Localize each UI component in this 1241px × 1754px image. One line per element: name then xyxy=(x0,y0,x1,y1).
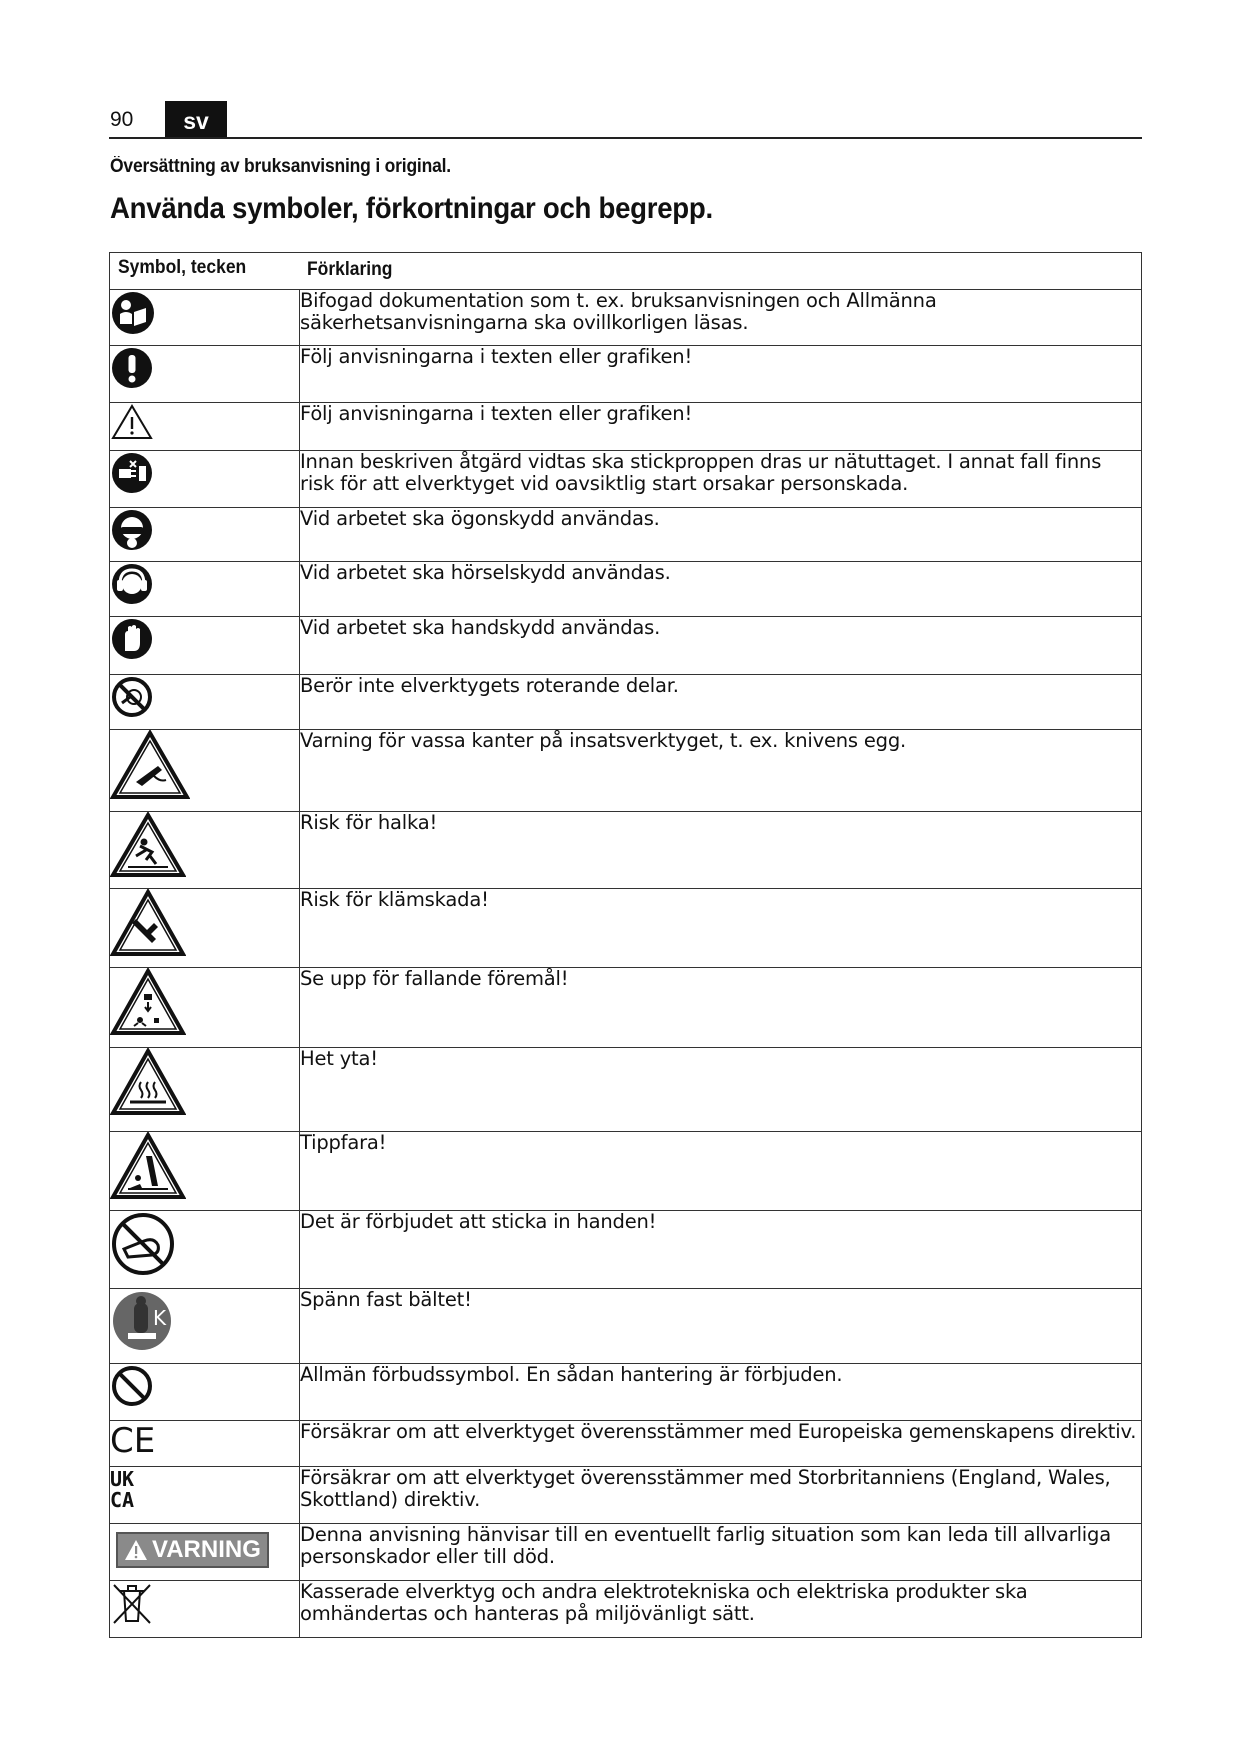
header-rule xyxy=(109,137,1142,139)
weee-bin-icon xyxy=(110,1581,154,1627)
falling-objects-icon xyxy=(110,968,186,1036)
ukca-bottom-glyph: CA xyxy=(110,1488,135,1511)
symbol-table xyxy=(109,252,1142,1638)
warning-triangle-small-icon xyxy=(124,1539,148,1561)
tip-over-icon xyxy=(110,1132,186,1200)
table-header-row xyxy=(110,253,1142,290)
read-manual-icon xyxy=(110,290,156,336)
warning-triangle-icon xyxy=(110,403,154,441)
row-text: Kasserade elverktyg och andra elektrotekniska och elektriska produkter ska omhändertas och hanteras på miljövänligt sätt. xyxy=(300,1581,1142,1638)
row-text: Denna anvisning hänvisar till en eventuellt farlig situation som kan leda till allvarliga personskador eller till död. xyxy=(300,1524,1142,1581)
varning-badge-icon xyxy=(116,1532,269,1568)
row-text: Se upp för fallande föremål! xyxy=(300,968,1142,1048)
ear-protection-icon xyxy=(110,562,154,606)
ce-mark-icon xyxy=(110,1421,158,1457)
section-title: Använda symboler, förkortningar och begrepp. xyxy=(110,192,713,225)
row-text: Följ anvisningarna i texten eller grafiken! xyxy=(300,403,1142,451)
table-row xyxy=(110,617,1142,675)
mandatory-exclamation-icon xyxy=(110,346,154,390)
row-text: Det är förbjudet att sticka in handen! xyxy=(300,1211,1142,1289)
hot-surface-icon xyxy=(110,1048,186,1116)
table-row xyxy=(110,1581,1142,1638)
table-row xyxy=(110,1048,1142,1132)
table-row xyxy=(110,1421,1142,1467)
document-subtitle: Översättning av bruksanvisning i original. xyxy=(110,156,451,177)
table-row xyxy=(110,1524,1142,1581)
no-hand-insert-icon xyxy=(110,1211,176,1277)
row-text: Innan beskriven åtgärd vidtas ska stickproppen dras ur nätuttaget. I annat fall finns risk för att elverktyget vid oavsiktlig start orsakar personskada. xyxy=(300,451,1142,508)
ce-glyph: CE xyxy=(110,1421,156,1457)
row-text: Berör inte elverktygets roterande delar. xyxy=(300,675,1142,730)
slip-hazard-icon xyxy=(110,812,186,878)
sharp-edges-warning-icon xyxy=(110,730,190,800)
table-row xyxy=(110,968,1142,1048)
hand-protection-icon xyxy=(110,617,154,661)
ukca-mark-icon xyxy=(110,1467,150,1511)
table-row xyxy=(110,346,1142,403)
table-row xyxy=(110,730,1142,812)
ukca-top-glyph: UK xyxy=(110,1467,135,1491)
col-symbol-header: Symbol, tecken xyxy=(118,257,247,278)
row-text: Bifogad dokumentation som t. ex. bruksanvisningen och Allmänna säkerhetsanvisningarna ska ovillkorligen läsas. xyxy=(300,290,1142,346)
row-text: Spänn fast bältet! xyxy=(300,1289,1142,1364)
row-text: Vid arbetet ska handskydd användas. xyxy=(300,617,1142,675)
varning-label: VARNING xyxy=(152,1536,261,1563)
row-text: Vid arbetet ska ögonskydd användas. xyxy=(300,508,1142,562)
row-text: Försäkrar om att elverktyget överensstämmer med Storbritanniens (England, Wales, Skottland) direktiv. xyxy=(300,1467,1142,1524)
row-text: Risk för halka! xyxy=(300,812,1142,889)
table-row xyxy=(110,290,1142,346)
table-row xyxy=(110,675,1142,730)
table-row xyxy=(110,562,1142,617)
row-text: Följ anvisningarna i texten eller grafiken! xyxy=(300,346,1142,403)
row-text: Risk för klämskada! xyxy=(300,889,1142,968)
fasten-belt-icon xyxy=(110,1289,174,1353)
row-text: Tippfara! xyxy=(300,1132,1142,1211)
table-row xyxy=(110,508,1142,562)
table-row xyxy=(110,889,1142,968)
language-tag: sv xyxy=(165,101,227,137)
eye-protection-icon xyxy=(110,508,154,552)
table-row xyxy=(110,1211,1142,1289)
row-text: Allmän förbudssymbol. En sådan hantering är förbjuden. xyxy=(300,1364,1142,1421)
unplug-icon xyxy=(110,451,154,495)
table-row xyxy=(110,812,1142,889)
no-touch-rotating-icon xyxy=(110,675,154,719)
row-text: Het yta! xyxy=(300,1048,1142,1132)
table-row xyxy=(110,1364,1142,1421)
table-row xyxy=(110,403,1142,451)
table-row xyxy=(110,1289,1142,1364)
page-number: 90 xyxy=(110,108,134,131)
row-text: Vid arbetet ska hörselskydd användas. xyxy=(300,562,1142,617)
prohibition-icon xyxy=(110,1364,154,1408)
table-row xyxy=(110,451,1142,508)
belt-glyph: K xyxy=(153,1306,167,1330)
row-text: Försäkrar om att elverktyget överensstämmer med Europeiska gemenskapens direktiv. xyxy=(300,1421,1142,1467)
crush-hazard-icon xyxy=(110,889,186,957)
table-header xyxy=(110,253,1142,290)
table-row xyxy=(110,1467,1142,1524)
col-explanation-header: Förklaring xyxy=(307,259,393,280)
row-text: Varning för vassa kanter på insatsverktyget, t. ex. knivens egg. xyxy=(300,730,1142,812)
table-row xyxy=(110,1132,1142,1211)
